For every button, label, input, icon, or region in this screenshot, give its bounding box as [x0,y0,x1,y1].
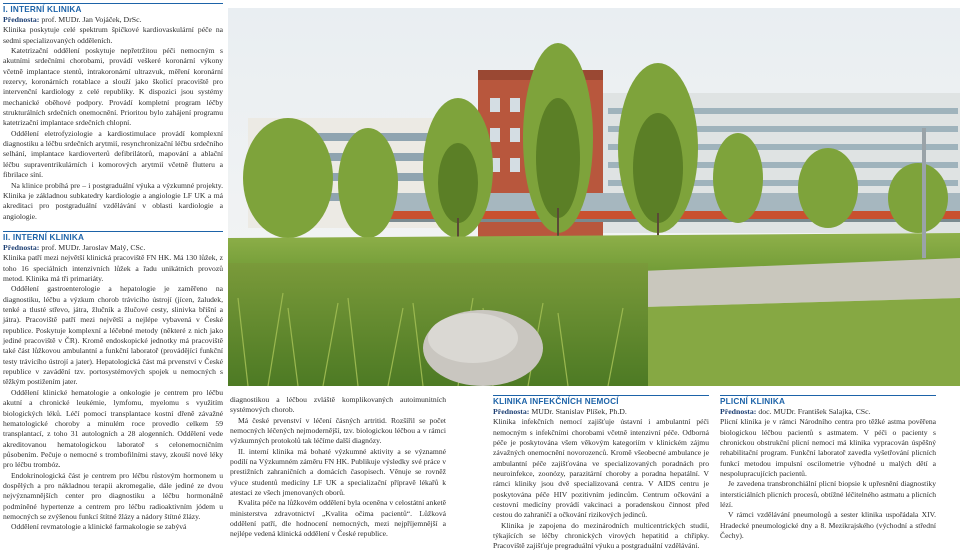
section-3-head: Přednosta: MUDr. Stanislav Plíšek, Ph.D. [493,407,627,416]
section-3-paragraph: Klinika je zapojena do mezinárodních multicentrických studií, týkajících se léčby chronických virových hepatitid a chřipky. Pracoviště zajišťuje pregraduální výuku a postgraduální vzdělávání. [493,520,709,551]
section-1-paragraph: Klinika poskytuje celé spektrum špičkové kardiovaskulární péče na sedmi specializovaných odděleních. [3,25,223,45]
section-3-column [493,395,709,552]
section-2-paragraph: II. interní klinika má bohaté výzkumné aktivity a se významné podílí na Výzkumném záměru FN HK. Publikuje výsledky své práce v prestižních zahraničních a domácích časopisech. Věnuje se rovněž výuce studentů medicíny LF UK a specializační přípravě lékařů k atestaci ze všech jmenovaných oborů. [230,446,446,498]
section-2-continuation-column [230,395,446,540]
section-2-paragraph: Oddělení gastroenterologie a hepatologie je zaměřeno na diagnostiku, léčbu a výzkum chorob trávicího ústrojí (jícen, žaludek, tenké a tlusté střevo, játra, žlučník a žlučové cesty, slinivka břišní a játra). Pracoviště patří mezi největší a nejlépe vybavená v České republice. Poskytuje komplexní a léčebné metody (některé z nich jako jediné pracoviště v ČR). Kromě endoskopické jednotky má pracoviště také část lůžkovou ambulantní a funkční laboratoř (provádějící funkční testy trávicího ústrojí a jater). Hepatologická část má prvenství v České republice v zavádění tzv. portosystémových spojek u nemocných s těžkým postižením jater. [3,284,223,387]
section-2-paragraph: diagnostikou a léčbou zvláště komplikovaných autoimunitních systémových chorob. [230,395,446,415]
section-4-column [720,395,936,541]
section-2-paragraph: Endokrinologická část je centrem pro léčbu růstovým hormonem u dospělých a pro nákladnou terapii akromegalie, dále jediné ze dvou nejvýznamnějších center pro diagnostiku a léčbu hormonálně podmíněné hypertenze a centrem pro léčbu radioaktivním jódem u nemocných se zvýšenou funkcí štítné žlázy a nádory štítné žlázy. [3,470,223,521]
section-4-title: PLICNÍ KLINIKA [720,395,936,407]
section-4-paragraph: Plicní klinika je v rámci Národního centra pro těžké astma pověřena biologickou léčbou pacientů s astmatem. V péči o pacienty s chronickou obstrukční plicní nemocí má klinika vypracován úspěšný rehabilitační program. Funkční laboratoř zavedla vyšetřování plicních funkcí metodou impulsní oscilometrie výhodné u malých dětí a nespolupracujících pacientů. [720,417,936,479]
section-2-column [3,231,223,533]
section-1-column [3,3,223,222]
section-2-paragraph: Kvalita péče na lůžkovém oddělení byla oceněna v celostátní anketě ministerstva zdravotnictví „Kvalita očima pacientů“. Lůžková oddělení patří, dle hodnocení nemocných, mezi nejpříjemnější a nejlépe vedená klinická oddělení v České republice. [230,498,446,539]
section-2-paragraph: Oddělení klinické hematologie a onkologie je centrem pro léčbu akutní a chronické leukémie, lymfomu, myelomu s využitím biologických léků. Léčí pomocí transplantace kostní dřeně závažné hematologické choroby a minulém roce provedlo celkem 59 transplantací, z toho 31 autologních a 28 alogenních. Oddělení vede akreditovanou hematologickou laboratoř s celonemocničním působením. Pečuje o nemocné s trombofilními stavy, zkouší nové léky pro léčbu trombóz. [3,387,223,470]
section-3-paragraph: Klinika infekčních nemocí zajišťuje ústavní i ambulantní péči nemocným s infekčními chorobami včetně intenzivní péče. Odborná péče je poskytována všem věkovým kategoriím v klinickém zájmu závažných onemocnění novorozenců. Kromě všeobecné ambulance je ambulantní péče zajišťována ve specializovaných poradnách pro neuroinfekce, zoonózy, parazitární choroby a poradna hepatální. V rámci kliniky jsou dvě specializovaná centra. V AIDS centru je poskytována péče HIV pozitivním jedincům. Centrum očkování a cestovní medicíny provádí vakcinaci a poradenskou činnost před cestou do zahraničí a očkování rizikových jedinců. [493,417,709,520]
section-2-title: II. INTERNÍ KLINIKA [3,231,223,243]
section-2-paragraph: Má české prvenství v léčení čásných artritid. Rozšířil se počet nemocných léčených nejmodernější, tzv. biologickou léčbou a v rámci výzkumných protokolů tak léčíme další diagnózy. [230,415,446,446]
section-1-paragraph: Na klinice probíhá pre – i postgraduální výuka a výzkumné projekty. Klinika je základnou subkatedry kardiologie a angiologie LF UK a má akreditaci pro postgraduální vzdělávání v oblasti kardiologie a angiologie. [3,180,223,221]
section-2-paragraph: Oddělení revmatologie a klinické farmakologie se zabývá [11,522,187,532]
hospital-building-photo [228,8,960,386]
section-1-head: Přednosta: prof. MUDr. Jan Vojáček, DrSc. [3,15,142,24]
section-1-paragraph: Oddělení eletrofyziologie a kardiostimulace provádí komplexní diagnostiku a léčbu srdečních arytmií, resynchronizační léčbu srdečního selhání, implantace kardioverterů defibrilátorů, mapování a ablační léčbu supraventrikulárních i komorových arytmií včetně flutteru a fibrilace síní. [3,128,223,180]
section-2-head: Přednosta: prof. MUDr. Jaroslav Malý, CSc. [3,243,146,252]
section-3-title: KLINIKA INFEKČNÍCH NEMOCÍ [493,395,709,407]
section-2-paragraph: Klinika patří mezi největší klinická pracoviště FN HK. Má 130 lůžek, z toho 16 speciálních intenzivních lůžek a řadu unikátních provozů metod. Klinika má tři primariáty. [3,253,223,284]
section-1-title: I. INTERNÍ KLINIKA [3,3,223,15]
section-1-paragraph: Katetrizační oddělení poskytuje nepřetržitou péči nemocným s akutními srdečními chorobami, provádí veškeré koronární výkony včetně implantace stentů, intrakoronární ultrazvuk, měření koronární rezervy, koronárních rotablace a slouží jako školicí pracoviště pro intervenční kardiology z celé republiky. K dispozici jsou systémy mechanické oběhové podpory. Provádí kompletní program léčby strukturálních srdečních onemocnění. Prioritou bylo zahájení programu katetrizační implantace srdečních chlopní. [3,46,223,128]
section-4-paragraph: V rámci vzdělávání pneumologů a sester klinika uspořádala XIV. Hradecké pneumologické dny a 8. Mezikrajského (východní a střední Čechy). [720,510,936,541]
section-4-head: Přednosta: doc. MUDr. František Salajka, CSc. [720,407,871,416]
section-4-paragraph: Je zavedena transbronchiální plicní biopsie k upřesnění diagnostiky intersticiálních plicních procesů, obtížné léčitelného astmatu a plicních lézí. [720,479,936,510]
